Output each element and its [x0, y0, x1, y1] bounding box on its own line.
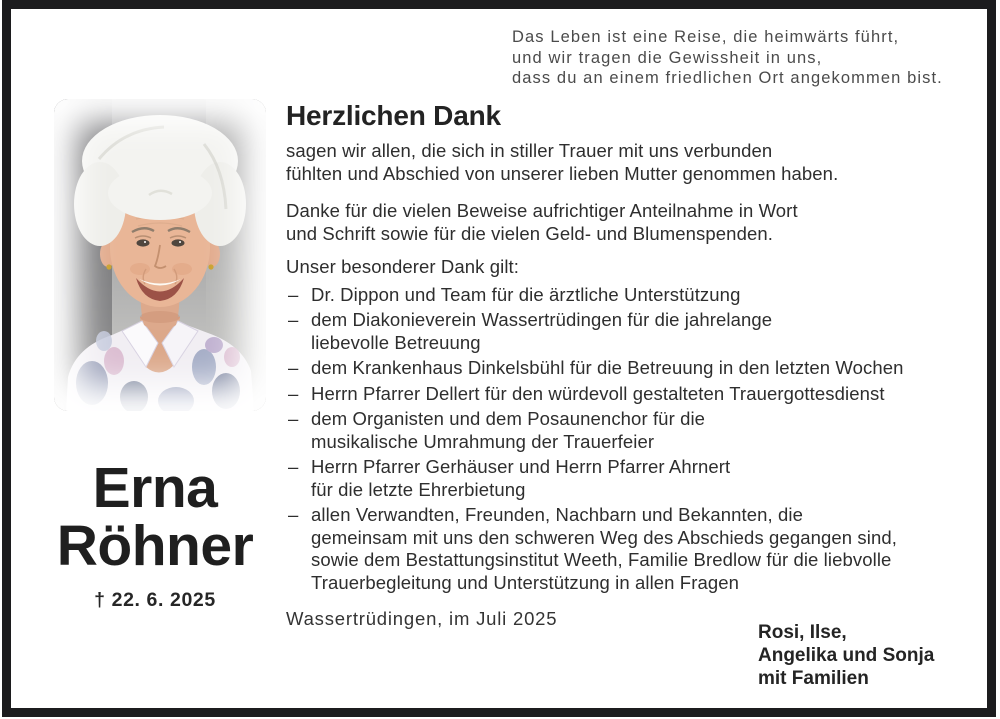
dash-bullet: –: [288, 382, 299, 404]
epigraph-line: und wir tragen die Gewissheit in uns,: [512, 48, 823, 67]
signature-line: Angelika und Sonja: [758, 645, 935, 666]
thanks-line: Herrn Pfarrer Gerhäuser und Herrn Pfarrer Ahrnert: [311, 456, 731, 477]
thanks-line: Trauerbegleitung und Unterstützung in allen Fragen: [311, 571, 740, 593]
thanks-line: dem Organisten und dem Posaunenchor für die: [311, 408, 706, 429]
thanks-line: allen Verwandten, Freunden, Nachbarn und Bekannten, die: [311, 504, 803, 525]
thanks-item: [286, 456, 986, 501]
intro-line: sagen wir allen, die sich in stiller Trauer mit uns verbunden: [286, 140, 773, 161]
thanks-item: [286, 284, 986, 307]
dash-bullet: –: [288, 309, 299, 330]
intro-paragraph: [286, 140, 986, 185]
place-date: Wassertrüdingen, im Juli 2025: [286, 608, 558, 629]
deceased-name-block: [40, 456, 270, 612]
thanks-line: Dr. Dippon und Team für die ärztliche Unterstützung: [311, 283, 741, 305]
dash-bullet: –: [288, 504, 299, 525]
dash-bullet: –: [288, 283, 299, 305]
epigraph: [512, 27, 943, 89]
death-date: † 22. 6. 2025: [94, 589, 216, 611]
dash-bullet: –: [288, 456, 299, 477]
thanks-line: Herrn Pfarrer Dellert für den würdevoll gestalteten Trauergottesdienst: [311, 382, 885, 404]
deceased-first-name: Erna: [92, 456, 218, 520]
portrait-photo: [54, 99, 266, 411]
thanks-line: für die letzte Ehrerbietung: [311, 478, 526, 500]
epigraph-line: Das Leben ist eine Reise, die heimwärts führt,: [512, 28, 900, 46]
intro-line: fühlten und Abschied von unserer lieben Mutter genommen haben.: [286, 162, 839, 184]
thanks-item: [286, 309, 986, 354]
portrait-illustration: [54, 99, 266, 411]
thanks-line: liebevolle Betreuung: [311, 331, 481, 353]
epigraph-line: dass du an einem friedlichen Ort angekommen bist.: [512, 69, 943, 87]
thanks-line: dem Diakonieverein Wassertrüdingen für die jahrelange: [311, 309, 773, 330]
main-text-column: [286, 100, 986, 631]
thanks-line: gemeinsam mit uns den schweren Weg des Abschieds gegangen sind,: [311, 526, 897, 548]
signature-line: mit Familien: [758, 668, 869, 689]
donation-paragraph: [286, 200, 986, 245]
thanks-item: [286, 408, 986, 453]
deceased-last-name: Röhner: [56, 514, 254, 578]
thanks-item: [286, 357, 986, 380]
signature-line: Rosi, Ilse,: [758, 622, 847, 643]
thanks-item: [286, 504, 986, 594]
dash-bullet: –: [288, 408, 299, 429]
donation-line: Danke für die vielen Beweise aufrichtiger Anteilnahme in Wort: [286, 200, 798, 221]
special-thanks-list: [286, 284, 986, 595]
thanks-item: [286, 383, 986, 406]
donation-line: und Schrift sowie für die vielen Geld- und Blumenspenden.: [286, 222, 773, 244]
special-thanks-label: Unser besonderer Dank gilt:: [286, 256, 520, 277]
signature-block: [758, 621, 934, 690]
dash-bullet: –: [288, 357, 299, 378]
thanks-line: dem Krankenhaus Dinkelsbühl für die Betreuung in den letzten Wochen: [311, 357, 904, 378]
thanks-line: sowie dem Bestattungsinstitut Weeth, Familie Bredlow für die liebvolle: [311, 549, 892, 570]
thanks-line: musikalische Umrahmung der Trauerfeier: [311, 430, 655, 452]
headline: Herzlichen Dank: [286, 100, 501, 131]
